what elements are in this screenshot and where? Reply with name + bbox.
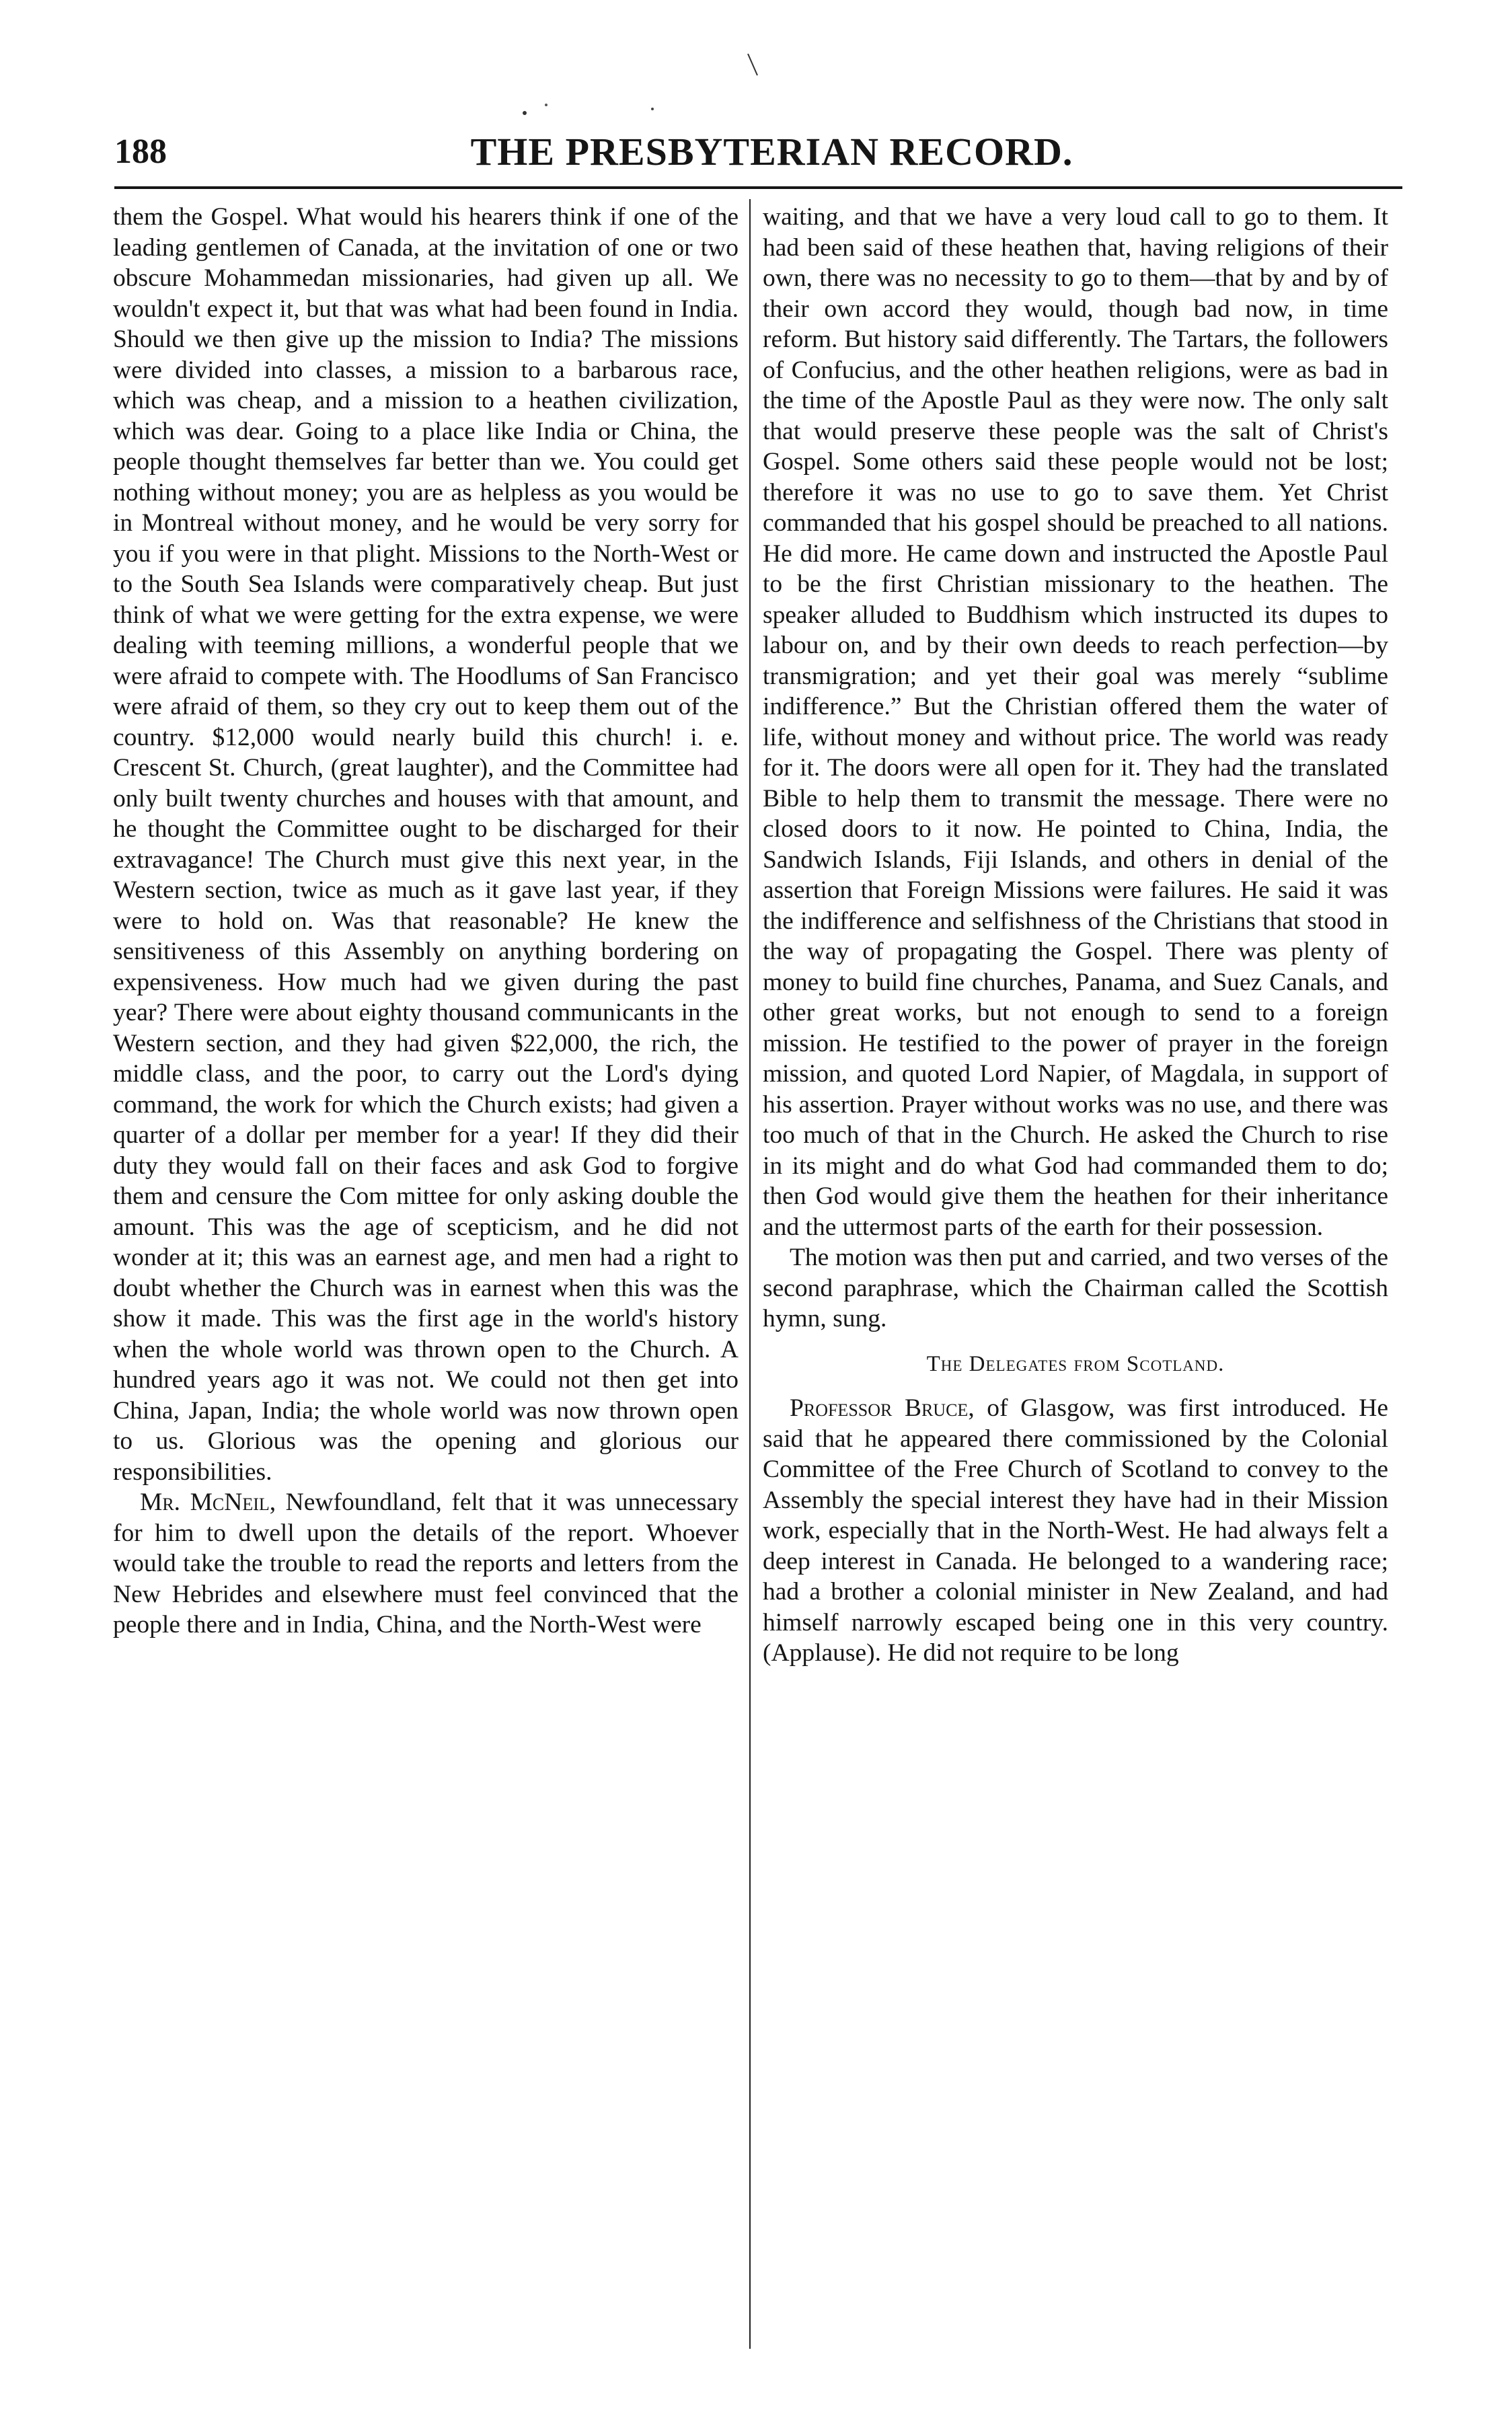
right-paragraph-1: waiting, and that we have a very loud call to go to them. It had been said of these heathen that, having religions of their own, there was no necessity to go to them—that by and by of their own accord they would, though bad now, in time reform. But history said differently. The Tartars, the followers of Confucius, and the other heathen religions, were as bad in the time of the Apostle Paul as they were now. The only salt that would preserve these people was the salt of Christ's Gospel. Some others said these people would not be lost; therefore it was no use to go to save them. Yet Christ commanded that his gospel should be preached to all nations. He did more. He came down and instructed the Apostle Paul to be the first Christian missionary to the heathen. The speaker alluded to Buddhism which instructed its dupes to labour on, and by their own deeds to reach perfection—by transmigration; and yet their goal was merely “sublime indifference.” But the Christian offered them the water of life, without money and without price. The world was ready for it. The doors were all open for it. They had the translated Bible to help them to transmit the message. There were no closed doors to it now. He pointed to China, India, the Sandwich Islands, Fiji Islands, and others in denial of the assertion that Foreign Missions were failures. He said it was the indifference and selfishness of the Christians that stood in the way of propagating the Gospel. There was plenty of money to build fine churches, Panama, and Suez Canals, and other great works, but not enough to send to a foreign mission. He testified to the power of prayer in the foreign mission, and quoted Lord Napier, of Magdala, in support of his assertion. Prayer without works was no use, and there was too much of that in the Church. He asked the Church to rise in its might and do what God had commanded them to do; then God would give them the heathen for their inheritance and the uttermost parts of the earth for their possession. [763, 203, 1388, 1241]
right-paragraph-3-text: , of Glasgow, was first introduced. He said that he appeared there commissioned by the Colonial Committee of the Free Church of Scotland to convey to the Assembly the special interest they have had in their Mission work, especially that in the North-West. He had always felt a deep interest in Canada. He belonged to a wandering race; had a brother a colonial minister in New Zealand, and had himself narrowly escaped being one in this very country. (Applause). He did not require to be long [763, 1394, 1388, 1667]
masthead-title: THE PRESBYTERIAN RECORD. [470, 130, 1073, 174]
header-rule [114, 186, 1402, 189]
right-paragraph-3 [763, 1393, 1388, 1669]
speaker-name-mcneil: Mr. McNeil [140, 1488, 270, 1516]
right-column [763, 202, 1388, 2347]
speaker-name-bruce: Professor Bruce [790, 1394, 969, 1422]
section-heading: The Delegates from Scotland. [926, 1351, 1225, 1376]
page-header [114, 126, 1402, 177]
page-number: 188 [114, 133, 167, 171]
left-paragraph-2 [113, 1487, 739, 1641]
left-paragraph-1: them the Gospel. What would his hearers think if one of the leading gentlemen of Canada, at the invitation of one or two obscure Mohammedan missionaries, had given up all. We wouldn't expect it, but that was what had been found in India. Should we then give up the mission to India? The missions were divided into classes, a mission to a barbarous race, which was cheap, and a mission to a heathen civilization, which was dear. Going to a place like India or China, the people thought themselves far better than we. You could get nothing without money; you are as helpless as you would be in Montreal without money, and he would be very sorry for you if you were in that plight. Missions to the North-West or to the South Sea Islands were comparatively cheap. But just think of what we were getting for the extra expense, we were dealing with teeming millions, a wonderful people that we were afraid to compete with. The Hoodlums of San Francisco were afraid of them, so they cry out to keep them out of the country. $12,000 would nearly build this church! i. e. Crescent St. Church, (great laughter), and the Committee had only built twenty churches and houses with that amount, and he thought the Committee ought to be discharged for their extravagance! The Church must give this next year, in the Western section, twice as much as it gave last year, if they were to hold on. Was that reasonable? He knew the sensitiveness of this Assembly on anything bordering on expensiveness. How much had we given during the past year? There were about eighty thousand communicants in the Western section, and they had given $22,000, the rich, the middle class, and the poor, to carry out the Lord's dying command, the work for which the Church exists; had given a quarter of a dollar per member for a year! If they did their duty they would fall on their faces and ask God to forgive them and censure the Com mittee for only asking double the amount. This was the age of scepticism, and he did not wonder at it; this was an earnest age, and men had a right to doubt whether the Church was in earnest when this was the show it made. This was the first age in the world's history when the whole world was thrown open to the Church. A hundred years ago it was not. We could not then get into China, Japan, India; the whole world was now thrown open to us. Glorious was the opening and glorious our responsibilities. [113, 203, 739, 1486]
column-divider [749, 199, 751, 2349]
left-paragraph-2-text: , Newfoundland, felt that it was unnecessary for him to dwell upon the details of the report. Whoever would take the trouble to read the reports and letters from the New Hebrides and elsewhere must feel convinced that the people there and in India, China, and the North-West were [113, 1488, 739, 1638]
print-specks [511, 40, 915, 121]
right-paragraph-2: The motion was then put and carried, and two verses of the second paraphrase, which the Chairman called the Scottish hymn, sung. [763, 1244, 1388, 1332]
left-column [113, 202, 739, 2347]
